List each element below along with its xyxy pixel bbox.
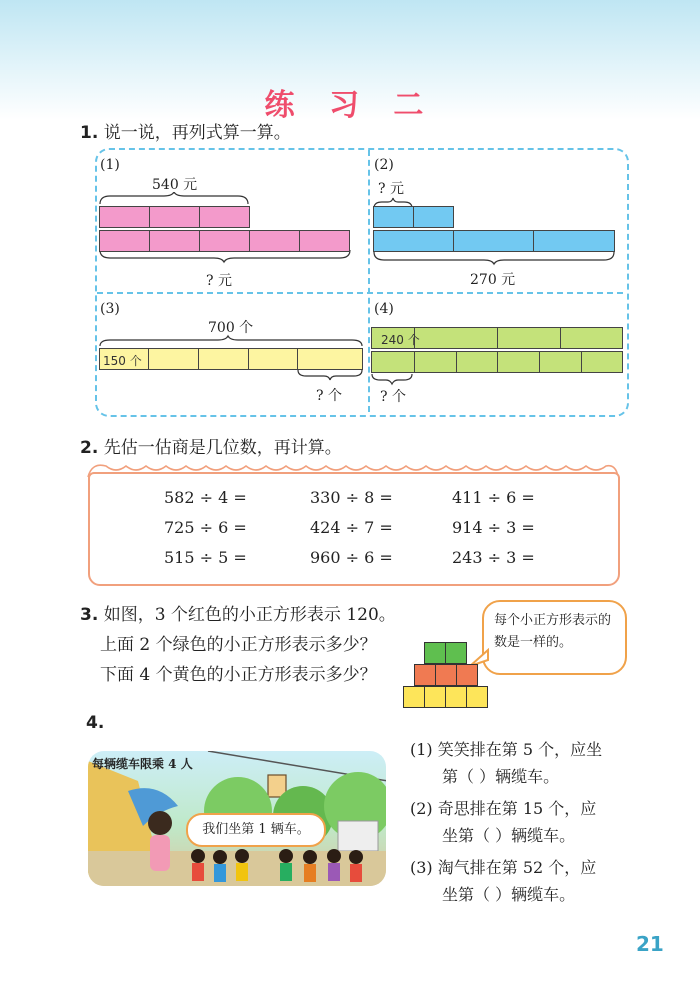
p3-bottom-label: ? 个: [316, 388, 342, 404]
q3-text1: 如图，3 个红色的小正方形表示 120。: [103, 605, 396, 625]
q4-item: [410, 736, 602, 763]
p3-label: (3): [100, 301, 120, 317]
yellow-square: [445, 686, 467, 708]
p4-label: (4): [374, 301, 394, 317]
p1-pink-square: [149, 206, 200, 228]
p1-pink-square: [299, 230, 350, 252]
p3-inner-label: 150 个: [103, 354, 142, 368]
q2-heading: [80, 433, 342, 458]
p1-pink-square: [99, 206, 150, 228]
p2-top-label: ? 元: [378, 181, 404, 197]
page-number: 21: [636, 932, 664, 956]
equation: 515 ÷ 5 =: [164, 548, 247, 567]
q4-number: 4.: [86, 713, 105, 733]
equation: 411 ÷ 6 =: [452, 488, 535, 507]
red-square: [414, 664, 436, 686]
p4-green-small: [581, 351, 623, 373]
p4-green-small: [414, 351, 457, 373]
p3-yellow-block: [297, 348, 363, 370]
p3-yellow-block: [198, 348, 249, 370]
equation: 330 ÷ 8 =: [310, 488, 393, 507]
p3-yellow-block: [248, 348, 298, 370]
equation: 725 ÷ 6 =: [164, 518, 247, 537]
speech-bubble: 我们坐第 1 辆车。: [186, 813, 326, 847]
q1-divider-horizontal: [97, 292, 623, 294]
q4-item-number: (1): [410, 740, 433, 759]
p4-bottom-label: ? 个: [380, 389, 406, 405]
p2-blue-square: [373, 206, 414, 228]
p2-bottom-label: 270 元: [470, 272, 516, 288]
q1-text: 说一说，再列式算一算。: [103, 123, 291, 143]
equation: 243 ÷ 3 =: [452, 548, 535, 567]
red-square: [435, 664, 457, 686]
q3-line1: [80, 600, 396, 625]
q2-number: 2.: [80, 438, 99, 458]
q4-item: [410, 854, 596, 881]
green-square: [445, 642, 467, 664]
p2-blue-block: [533, 230, 615, 252]
p4-green-small: [497, 351, 540, 373]
q1-heading: [80, 118, 291, 143]
p1-label: (1): [100, 157, 120, 173]
p2-label: (2): [374, 157, 394, 173]
p1-pink-square: [249, 230, 300, 252]
equation: 582 ÷ 4 =: [164, 488, 247, 507]
q3-line2: 上面 2 个绿色的小正方形表示多少？: [100, 635, 377, 655]
q4-item-line2: 第（ ）辆缆车。: [442, 767, 560, 786]
p3-top-label: 700 个: [208, 320, 254, 336]
q4-item: [410, 795, 596, 822]
q4-item-line1: 奇思排在第 15 个，应: [437, 799, 597, 818]
p1-pink-square: [199, 230, 250, 252]
q1-number: 1.: [80, 123, 99, 143]
equation: 960 ÷ 6 =: [310, 548, 393, 567]
p4-green-small: [371, 351, 415, 373]
q4-heading: [86, 713, 104, 733]
q4-item-number: (2): [410, 799, 433, 818]
cable-car-sign: 每辆缆车限乘 4 人: [92, 757, 193, 771]
equation: 914 ÷ 3 =: [452, 518, 535, 537]
green-square: [424, 642, 446, 664]
p1-pink-square: [99, 230, 150, 252]
red-square: [456, 664, 478, 686]
p4-green-block: [560, 327, 623, 349]
p2-blue-block: [373, 230, 454, 252]
equation: 424 ÷ 7 =: [310, 518, 393, 537]
q4-item-line2: 坐第（ ）辆缆车。: [442, 826, 576, 845]
q3-hint-bubble: 每个小正方形表示的数是一样的。: [482, 600, 627, 675]
yellow-square: [403, 686, 425, 708]
yellow-square: [466, 686, 488, 708]
q2-text: 先估一估商是几位数，再计算。: [103, 438, 342, 458]
yellow-square: [424, 686, 446, 708]
p4-green-small: [539, 351, 582, 373]
q4-item-line1: 笑笑排在第 5 个，应坐: [437, 740, 603, 759]
p4-inner-label: 240 个: [381, 333, 420, 347]
p2-blue-square: [413, 206, 454, 228]
q3-number: 3.: [80, 605, 99, 625]
p1-top-label: 540 元: [152, 177, 198, 193]
p4-green-block: [414, 327, 498, 349]
q3-line3: 下面 4 个黄色的小正方形表示多少？: [100, 665, 377, 685]
p4-green-block: [497, 327, 561, 349]
p1-pink-square: [149, 230, 200, 252]
p4-green-small: [456, 351, 498, 373]
p2-blue-block: [453, 230, 534, 252]
page-title: 练 习 二: [264, 88, 436, 123]
p1-pink-square: [199, 206, 250, 228]
q4-item-line1: 淘气排在第 52 个，应: [437, 858, 597, 877]
q4-item-line2: 坐第（ ）辆缆车。: [442, 885, 576, 904]
p3-yellow-block: [148, 348, 199, 370]
p1-bottom-label: ? 元: [206, 273, 232, 289]
q4-item-number: (3): [410, 858, 433, 877]
